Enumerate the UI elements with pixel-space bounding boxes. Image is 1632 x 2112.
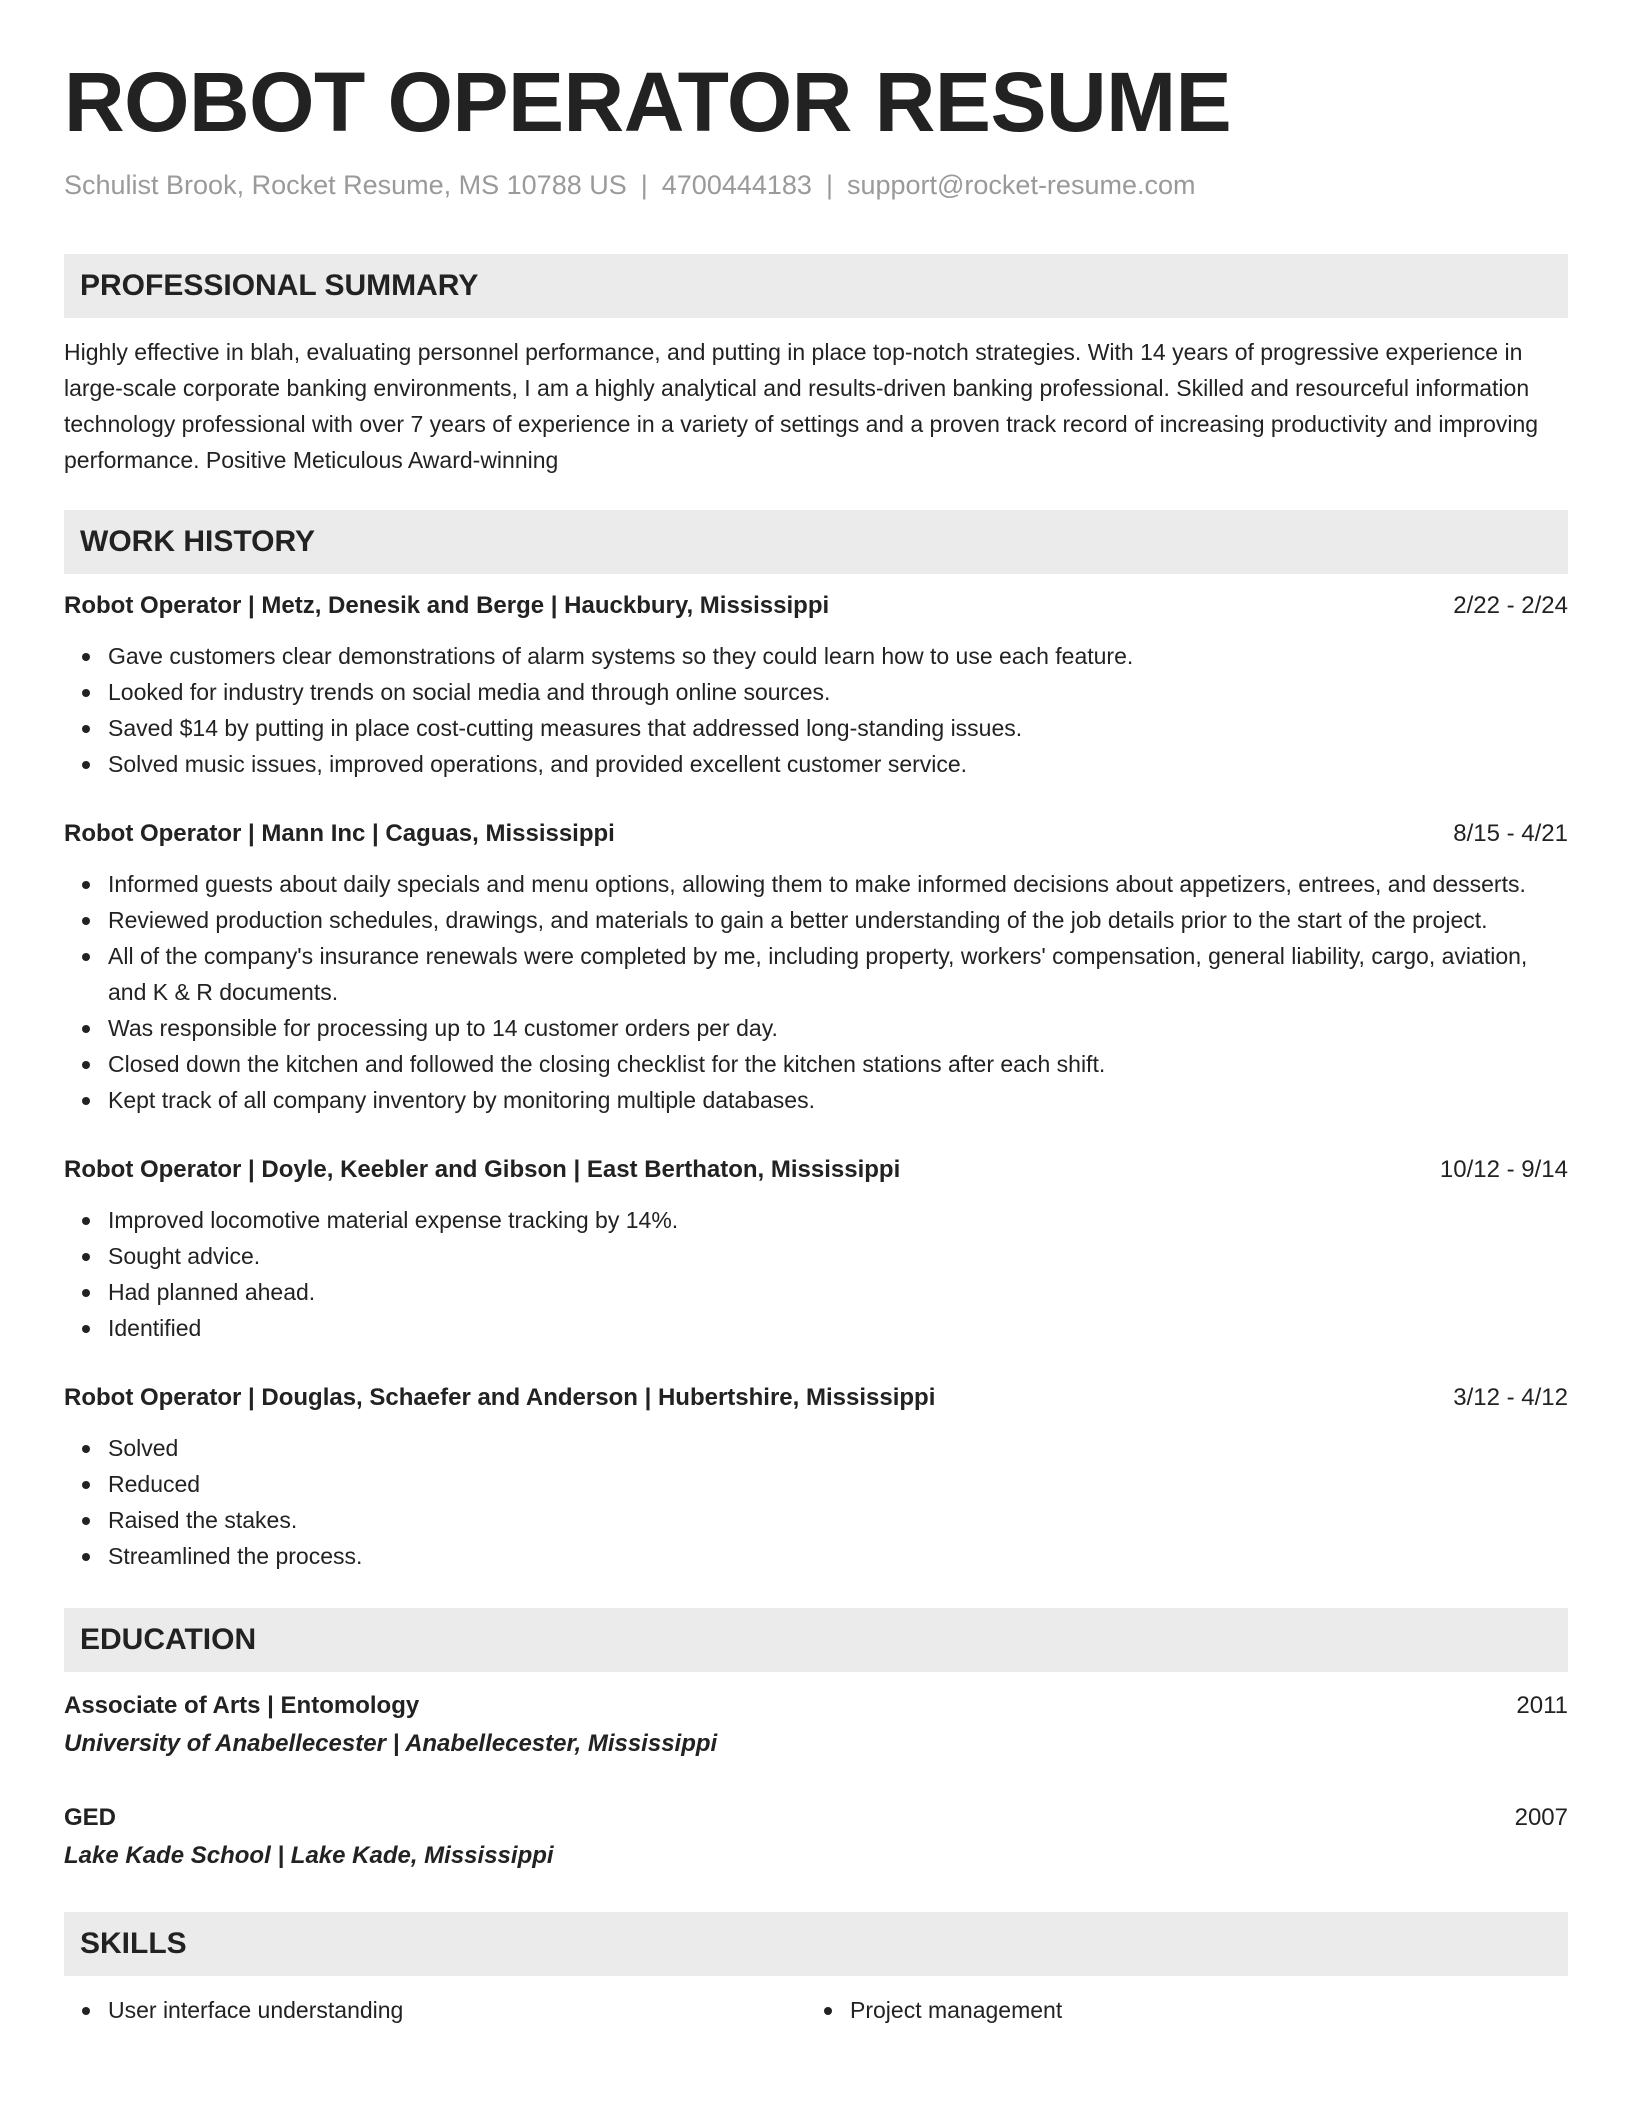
contact-email: support@rocket-resume.com — [846, 170, 1196, 200]
education-year: 2011 — [1516, 1692, 1568, 1719]
job-header — [64, 588, 1568, 624]
job-bullet: Had planned ahead. — [108, 1274, 1568, 1310]
job-bullet: Sought advice. — [108, 1238, 1568, 1274]
education-school: Lake Kade School | Lake Kade, Mississippi — [64, 1842, 554, 1869]
job-bullet: Solved music issues, improved operations, and provided excellent customer service. — [108, 746, 1568, 782]
job-bullet: Informed guests about daily specials and menu options, allowing them to make informed decisions about appetizers, entrees, and desserts. — [108, 866, 1568, 902]
job-bullet: Raised the stakes. — [108, 1502, 1568, 1538]
job-bullet: Saved $14 by putting in place cost-cutting measures that addressed long-standing issues. — [108, 710, 1568, 746]
job-title: Robot Operator | Douglas, Schaefer and Anderson | Hubertshire, Mississippi — [64, 1384, 936, 1411]
job-bullet: Streamlined the process. — [108, 1538, 1568, 1574]
skills-grid — [64, 1992, 1568, 2028]
job-title: Robot Operator | Metz, Denesik and Berge | Hauckbury, Mississippi — [64, 592, 830, 619]
job-bullet: Reduced — [108, 1466, 1568, 1502]
job-bullet: Improved locomotive material expense tracking by 14%. — [108, 1202, 1568, 1238]
job-header — [64, 1380, 1568, 1416]
job-bullets — [64, 866, 1568, 1118]
education-school: University of Anabellecester | Anabellecester, Mississippi — [64, 1730, 718, 1757]
skills-list — [806, 1992, 1548, 2028]
job-dates: 3/12 - 4/12 — [1453, 1384, 1568, 1411]
job-bullet: All of the company's insurance renewals were completed by me, including property, workers' compensation, general liability, cargo, aviation, and K & R documents. — [108, 938, 1568, 1010]
section-header-work-history: WORK HISTORY — [64, 510, 1568, 574]
skills-column-right — [806, 1992, 1548, 2028]
job-bullet: Was responsible for processing up to 14 customer orders per day. — [108, 1010, 1568, 1046]
work-history-list — [64, 588, 1568, 1574]
job-entry — [64, 1152, 1568, 1346]
job-header — [64, 816, 1568, 852]
education-entry — [64, 1800, 1568, 1876]
education-year: 2007 — [1514, 1804, 1568, 1831]
job-bullet: Reviewed production schedules, drawings, and materials to gain a better understanding of the job details prior to the start of the project. — [108, 902, 1568, 938]
section-header-skills: SKILLS — [64, 1912, 1568, 1976]
contact-line — [64, 166, 1568, 204]
contact-address: Schulist Brook, Rocket Resume, MS 10788 US — [64, 170, 627, 200]
section-header-summary: PROFESSIONAL SUMMARY — [64, 254, 1568, 318]
education-header — [64, 1800, 1568, 1836]
job-bullet: Solved — [108, 1430, 1568, 1466]
job-dates: 10/12 - 9/14 — [1439, 1156, 1568, 1183]
job-bullets — [64, 1202, 1568, 1346]
job-bullet: Identified — [108, 1310, 1568, 1346]
job-header — [64, 1152, 1568, 1188]
education-degree: Associate of Arts | Entomology — [64, 1692, 420, 1719]
job-bullets — [64, 638, 1568, 782]
skills-list — [64, 1992, 806, 2028]
job-bullet: Looked for industry trends on social media and through online sources. — [108, 674, 1568, 710]
job-dates: 8/15 - 4/21 — [1453, 820, 1568, 847]
job-bullets — [64, 1430, 1568, 1574]
job-title: Robot Operator | Doyle, Keebler and Gibson | East Berthaton, Mississippi — [64, 1156, 901, 1183]
resume-title: ROBOT OPERATOR RESUME — [64, 55, 1232, 149]
section-header-education: EDUCATION — [64, 1608, 1568, 1672]
skill-item: Project management — [850, 1992, 1548, 2028]
skill-item: User interface understanding — [108, 1992, 806, 2028]
job-entry — [64, 1380, 1568, 1574]
education-entry — [64, 1688, 1568, 1764]
job-bullet: Closed down the kitchen and followed the closing checklist for the kitchen stations after each shift. — [108, 1046, 1568, 1082]
resume-page — [64, 52, 1568, 2028]
education-header — [64, 1688, 1568, 1724]
job-bullet: Gave customers clear demonstrations of alarm systems so they could learn how to use each feature. — [108, 638, 1568, 674]
job-entry — [64, 588, 1568, 782]
education-degree: GED — [64, 1804, 117, 1831]
job-title: Robot Operator | Mann Inc | Caguas, Mississippi — [64, 820, 615, 847]
skills-column-left — [64, 1992, 806, 2028]
job-bullet: Kept track of all company inventory by monitoring multiple databases. — [108, 1082, 1568, 1118]
job-dates: 2/22 - 2/24 — [1453, 592, 1568, 619]
contact-phone: 4700444183 — [661, 170, 812, 200]
summary-text: Highly effective in blah, evaluating personnel performance, and putting in place top-notch strategies. With 14 years of progressive experience in large-scale corporate banking environments, I am a highly analytical and results-driven banking professional. Skilled and resourceful information technology professional with over 7 years of experience in a variety of settings and a proven track record of increasing productivity and improving performance. Positive Meticulous Award-winning — [64, 339, 1539, 473]
contact-separator: | — [825, 170, 833, 200]
job-entry — [64, 816, 1568, 1118]
contact-separator: | — [640, 170, 648, 200]
